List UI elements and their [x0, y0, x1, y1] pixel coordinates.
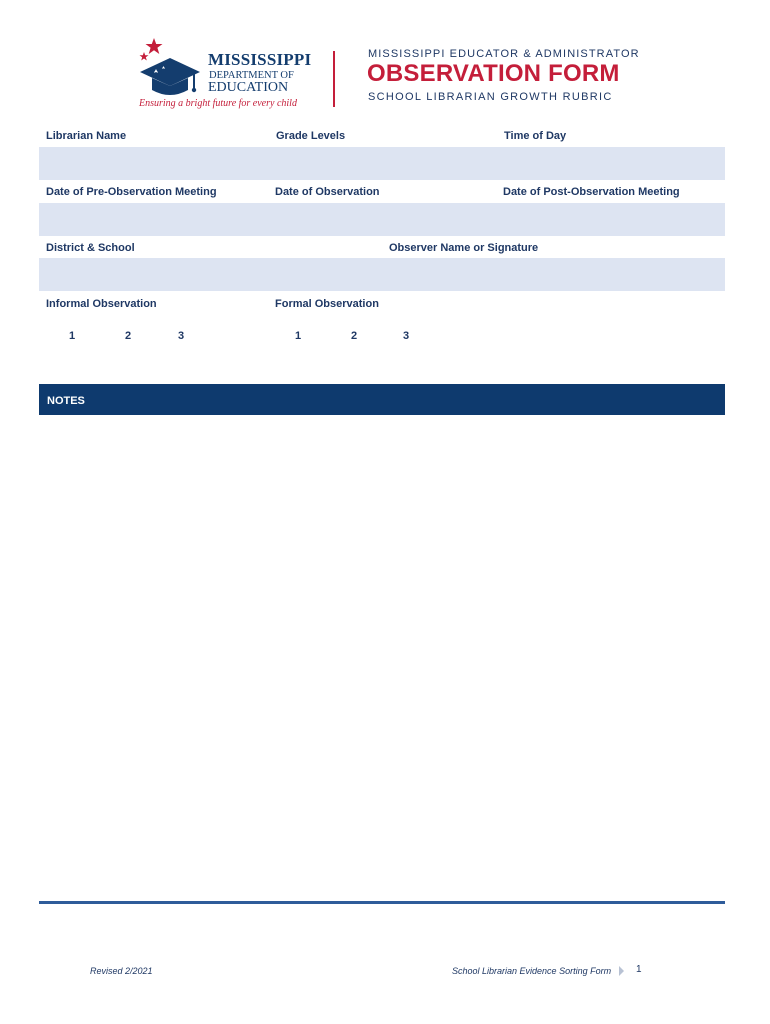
pre-observation-label: Date of Pre-Observation Meeting — [46, 186, 217, 198]
informal-option-1[interactable]: 1 — [69, 330, 76, 342]
librarian-name-label: Librarian Name — [46, 130, 127, 142]
row3-fields — [39, 258, 725, 291]
formal-option-1[interactable]: 1 — [295, 330, 302, 342]
informal-option-2[interactable]: 2 — [125, 330, 132, 342]
post-observation-field[interactable] — [496, 203, 725, 236]
footer-rule — [39, 901, 725, 904]
notes-header-bar — [39, 384, 725, 415]
logo-line-education: EDUCATION — [208, 80, 289, 95]
formal-option-2[interactable]: 2 — [351, 330, 358, 342]
post-observation-label: Date of Post-Observation Meeting — [503, 186, 680, 198]
observer-field[interactable] — [382, 258, 725, 291]
graduation-cap-icon — [140, 58, 200, 86]
formal-observation-label: Formal Observation — [275, 298, 379, 310]
notes-label: NOTES — [47, 395, 85, 407]
formal-option-3[interactable]: 3 — [403, 330, 410, 342]
page-subtitle: SCHOOL LIBRARIAN GROWTH RUBRIC — [368, 91, 613, 103]
librarian-name-field[interactable] — [39, 147, 268, 180]
row2-fields — [39, 203, 725, 236]
grade-levels-label: Grade Levels — [276, 130, 346, 142]
informal-observation-label: Informal Observation — [46, 298, 157, 310]
district-school-field[interactable] — [39, 258, 382, 291]
time-of-day-label: Time of Day — [504, 130, 567, 142]
large-star-icon — [146, 38, 163, 54]
page-number: 1 — [636, 964, 642, 975]
logo-line-department: DEPARTMENT OF — [209, 70, 294, 81]
triangle-right-icon — [619, 966, 624, 976]
logo-tagline: Ensuring a bright future for every child — [139, 98, 297, 109]
notes-area[interactable] — [39, 415, 725, 895]
district-school-label: District & School — [46, 242, 135, 254]
observer-label: Observer Name or Signature — [389, 242, 539, 254]
observation-date-label: Date of Observation — [275, 186, 380, 198]
observation-date-field[interactable] — [268, 203, 496, 236]
informal-option-3[interactable]: 3 — [178, 330, 185, 342]
row1-fields — [39, 147, 725, 180]
footer-document-name: School Librarian Evidence Sorting Form — [452, 966, 612, 976]
logo-line-state: MISSISSIPPI — [208, 50, 312, 69]
time-of-day-field[interactable] — [496, 147, 725, 180]
pre-observation-field[interactable] — [39, 203, 268, 236]
grade-levels-field[interactable] — [268, 147, 496, 180]
header-divider — [333, 51, 335, 107]
small-star-icon — [140, 52, 149, 61]
header-top-line: MISSISSIPPI EDUCATOR & ADMINISTRATOR — [368, 48, 640, 60]
page-title: OBSERVATION FORM — [367, 60, 620, 87]
revised-date: Revised 2/2021 — [90, 966, 153, 976]
